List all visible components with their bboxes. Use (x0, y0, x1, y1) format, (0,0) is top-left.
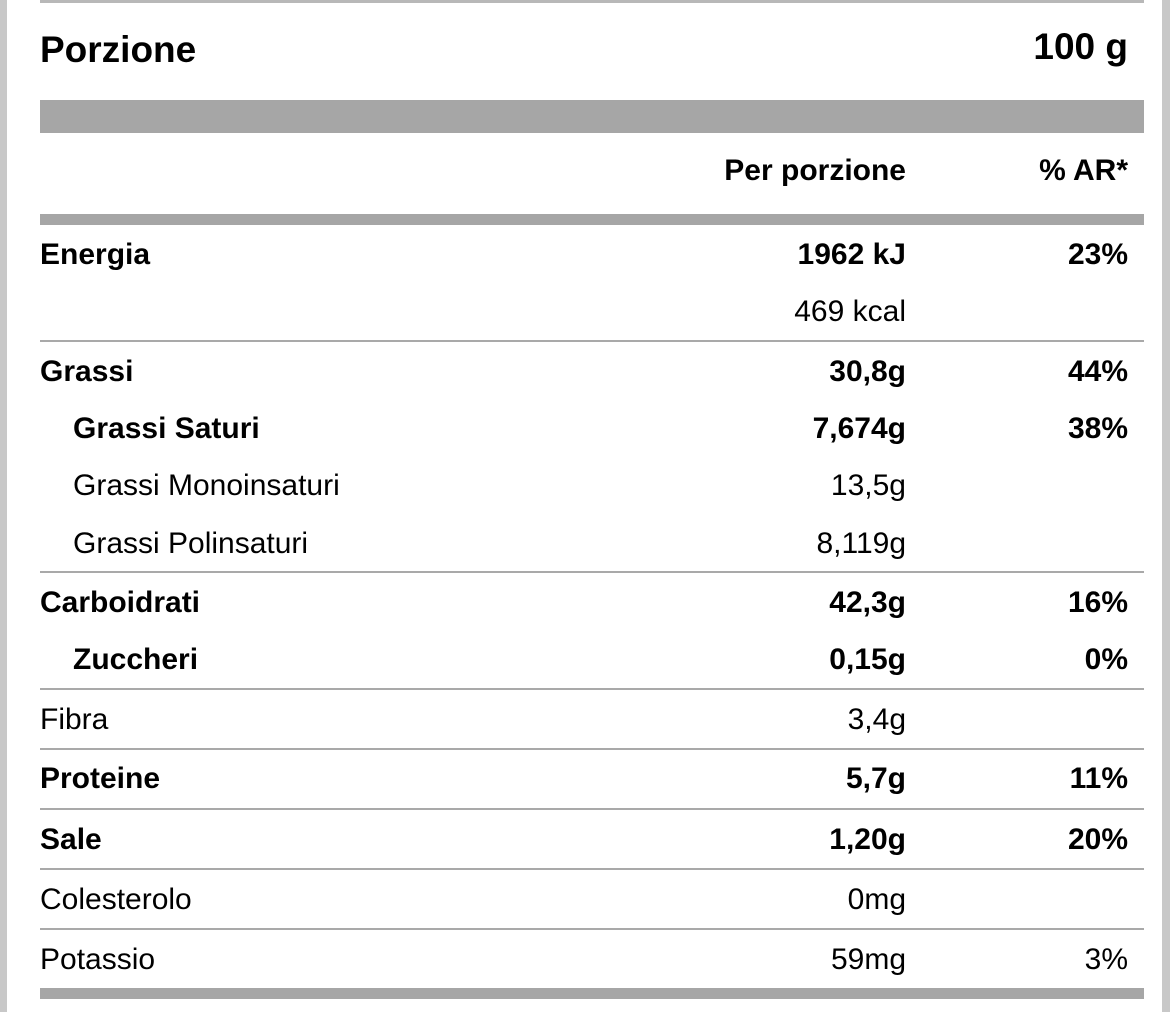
row-divider (40, 748, 1144, 750)
row-divider (40, 868, 1144, 870)
header-bar (40, 100, 1144, 133)
nutrient-value: 42,3g (829, 586, 906, 619)
nutrient-percent: 0% (1084, 643, 1128, 676)
top-divider (40, 0, 1144, 3)
nutrient-name: Grassi Saturi (73, 412, 260, 445)
nutrient-percent: 3% (1084, 943, 1128, 976)
nutrient-percent: 44% (1067, 355, 1128, 388)
nutrient-name: Carboidrati (40, 586, 201, 619)
column-header-ri: % AR* (1039, 154, 1128, 187)
nutrient-percent: 16% (1067, 586, 1128, 619)
nutrition-table (7, 0, 1162, 1012)
nutrient-name: Grassi (40, 355, 134, 388)
serving-value: 100 g (1033, 26, 1128, 67)
serving-label: Porzione (40, 29, 197, 70)
nutrient-value: 1962 kJ (797, 238, 906, 271)
nutrient-value: 30,8g (829, 355, 906, 388)
column-header-bar (40, 214, 1144, 225)
nutrient-percent: 38% (1067, 412, 1128, 445)
row-divider (40, 571, 1144, 573)
nutrient-name: Potassio (40, 943, 156, 976)
nutrient-value: 469 kcal (794, 295, 906, 328)
nutrient-name: Sale (40, 823, 102, 856)
nutrient-name: Colesterolo (40, 883, 192, 916)
nutrient-value: 3,4g (847, 703, 906, 736)
nutrient-value: 59mg (830, 943, 906, 976)
nutrient-percent: 23% (1067, 238, 1128, 271)
bottom-bar (40, 988, 1144, 999)
nutrient-value: 8,119g (816, 527, 906, 560)
nutrient-name: Proteine (40, 762, 161, 795)
nutrient-name: Grassi Monoinsaturi (73, 469, 340, 502)
nutrient-percent: 20% (1067, 823, 1128, 856)
nutrient-value: 0mg (847, 883, 906, 916)
nutrient-name: Grassi Polinsaturi (73, 527, 309, 560)
nutrient-value: 0,15g (829, 643, 906, 676)
nutrient-value: 13,5g (830, 469, 906, 502)
nutrient-value: 1,20g (829, 823, 906, 856)
nutrient-value: 5,7g (845, 762, 906, 795)
nutrient-name: Fibra (40, 703, 109, 736)
nutrient-name: Energia (40, 238, 151, 271)
column-header-per-serving: Per porzione (724, 154, 906, 187)
nutrient-percent: 11% (1069, 762, 1128, 795)
row-divider (40, 928, 1144, 930)
nutrient-name: Zuccheri (73, 643, 199, 676)
row-divider (40, 340, 1144, 342)
row-divider (40, 688, 1144, 690)
nutrient-value: 7,674g (812, 412, 906, 445)
row-divider (40, 808, 1144, 810)
